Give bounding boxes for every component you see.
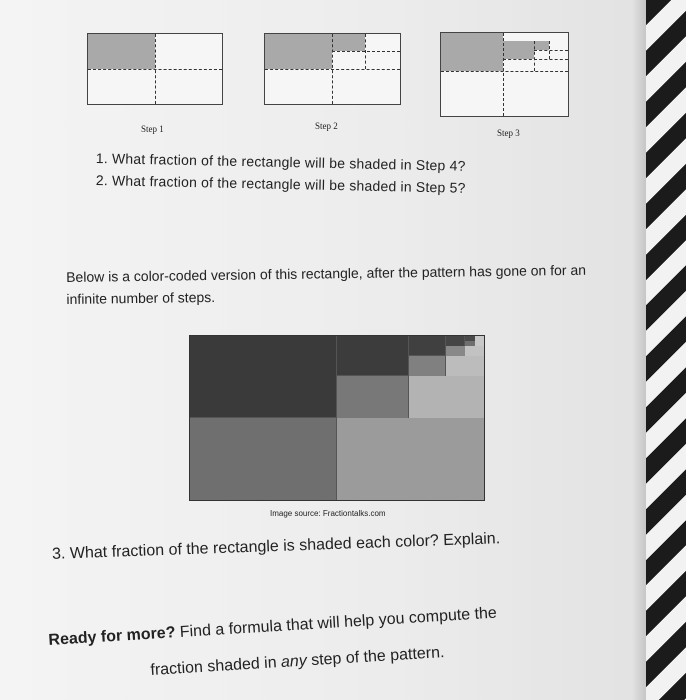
- step2-shaded-region-small: [332, 34, 365, 51]
- step3-shaded-region-small: [503, 41, 534, 59]
- region-dark-tiny: [446, 336, 465, 346]
- question-3: 3. What fraction of the rectangle is shaded each color? Explain.: [51, 530, 501, 563]
- step3-shaded-region: [441, 33, 503, 71]
- ready-for-more-text2-pre: fraction shaded in: [150, 654, 282, 679]
- step2-divider-horizontal: [265, 69, 400, 70]
- ready-for-more-emphasis: any: [280, 652, 308, 671]
- region-dark-medium: [337, 336, 409, 376]
- region-light-small: [446, 356, 485, 376]
- step2-rectangle: [264, 33, 401, 105]
- step3-divider-vertical-2: [534, 41, 535, 71]
- description-paragraph: Below is a color-coded version of this rectangle, after the pattern has gone on for an infinite number of steps.: [66, 261, 587, 307]
- step3-divider-vertical: [503, 33, 504, 116]
- ready-for-more-lead: Ready for more?: [48, 624, 176, 649]
- striped-background: [646, 0, 686, 700]
- step2-shaded-region: [265, 34, 332, 69]
- region-mid-medium: [337, 376, 409, 418]
- step3-divider-horizontal: [441, 71, 568, 72]
- step3-rectangle: [440, 32, 569, 117]
- region-light-tiny: [465, 346, 485, 356]
- region-light-micro: [475, 336, 485, 346]
- step2-label: Step 2: [315, 121, 338, 131]
- step3-shaded-region-smallest: [534, 41, 549, 50]
- region-mid-small: [409, 356, 446, 376]
- ready-for-more-text1: Find a formula that will help you compute the: [174, 604, 498, 642]
- image-source-caption: Image source: Fractiontalks.com: [270, 509, 386, 518]
- region-dark-small: [409, 336, 446, 356]
- step2-divider-horizontal-2: [332, 51, 400, 52]
- region-light-bottom-right: [337, 418, 485, 501]
- step3-divider-horizontal-2: [503, 59, 568, 60]
- region-mid-tiny: [446, 346, 465, 356]
- step1-label: Step 1: [141, 124, 164, 134]
- region-light-medium: [409, 376, 485, 418]
- ready-for-more-text2-post: step of the pattern.: [306, 644, 445, 670]
- region-dark-large: [190, 336, 337, 418]
- region-mid-bottom-left: [190, 418, 337, 501]
- question-2: 2. What fraction of the rectangle will be shaded in Step 5?: [95, 172, 466, 196]
- region-dark-micro: [465, 336, 475, 341]
- step1-divider-horizontal: [88, 69, 222, 70]
- step1-shaded-region: [88, 34, 155, 69]
- step3-label: Step 3: [497, 128, 520, 138]
- step1-rectangle: [87, 33, 223, 105]
- step3-divider-horizontal-3: [534, 50, 568, 51]
- color-coded-rectangle: [189, 335, 485, 501]
- question-1: 1. What fraction of the rectangle will be shaded in Step 4?: [95, 150, 466, 174]
